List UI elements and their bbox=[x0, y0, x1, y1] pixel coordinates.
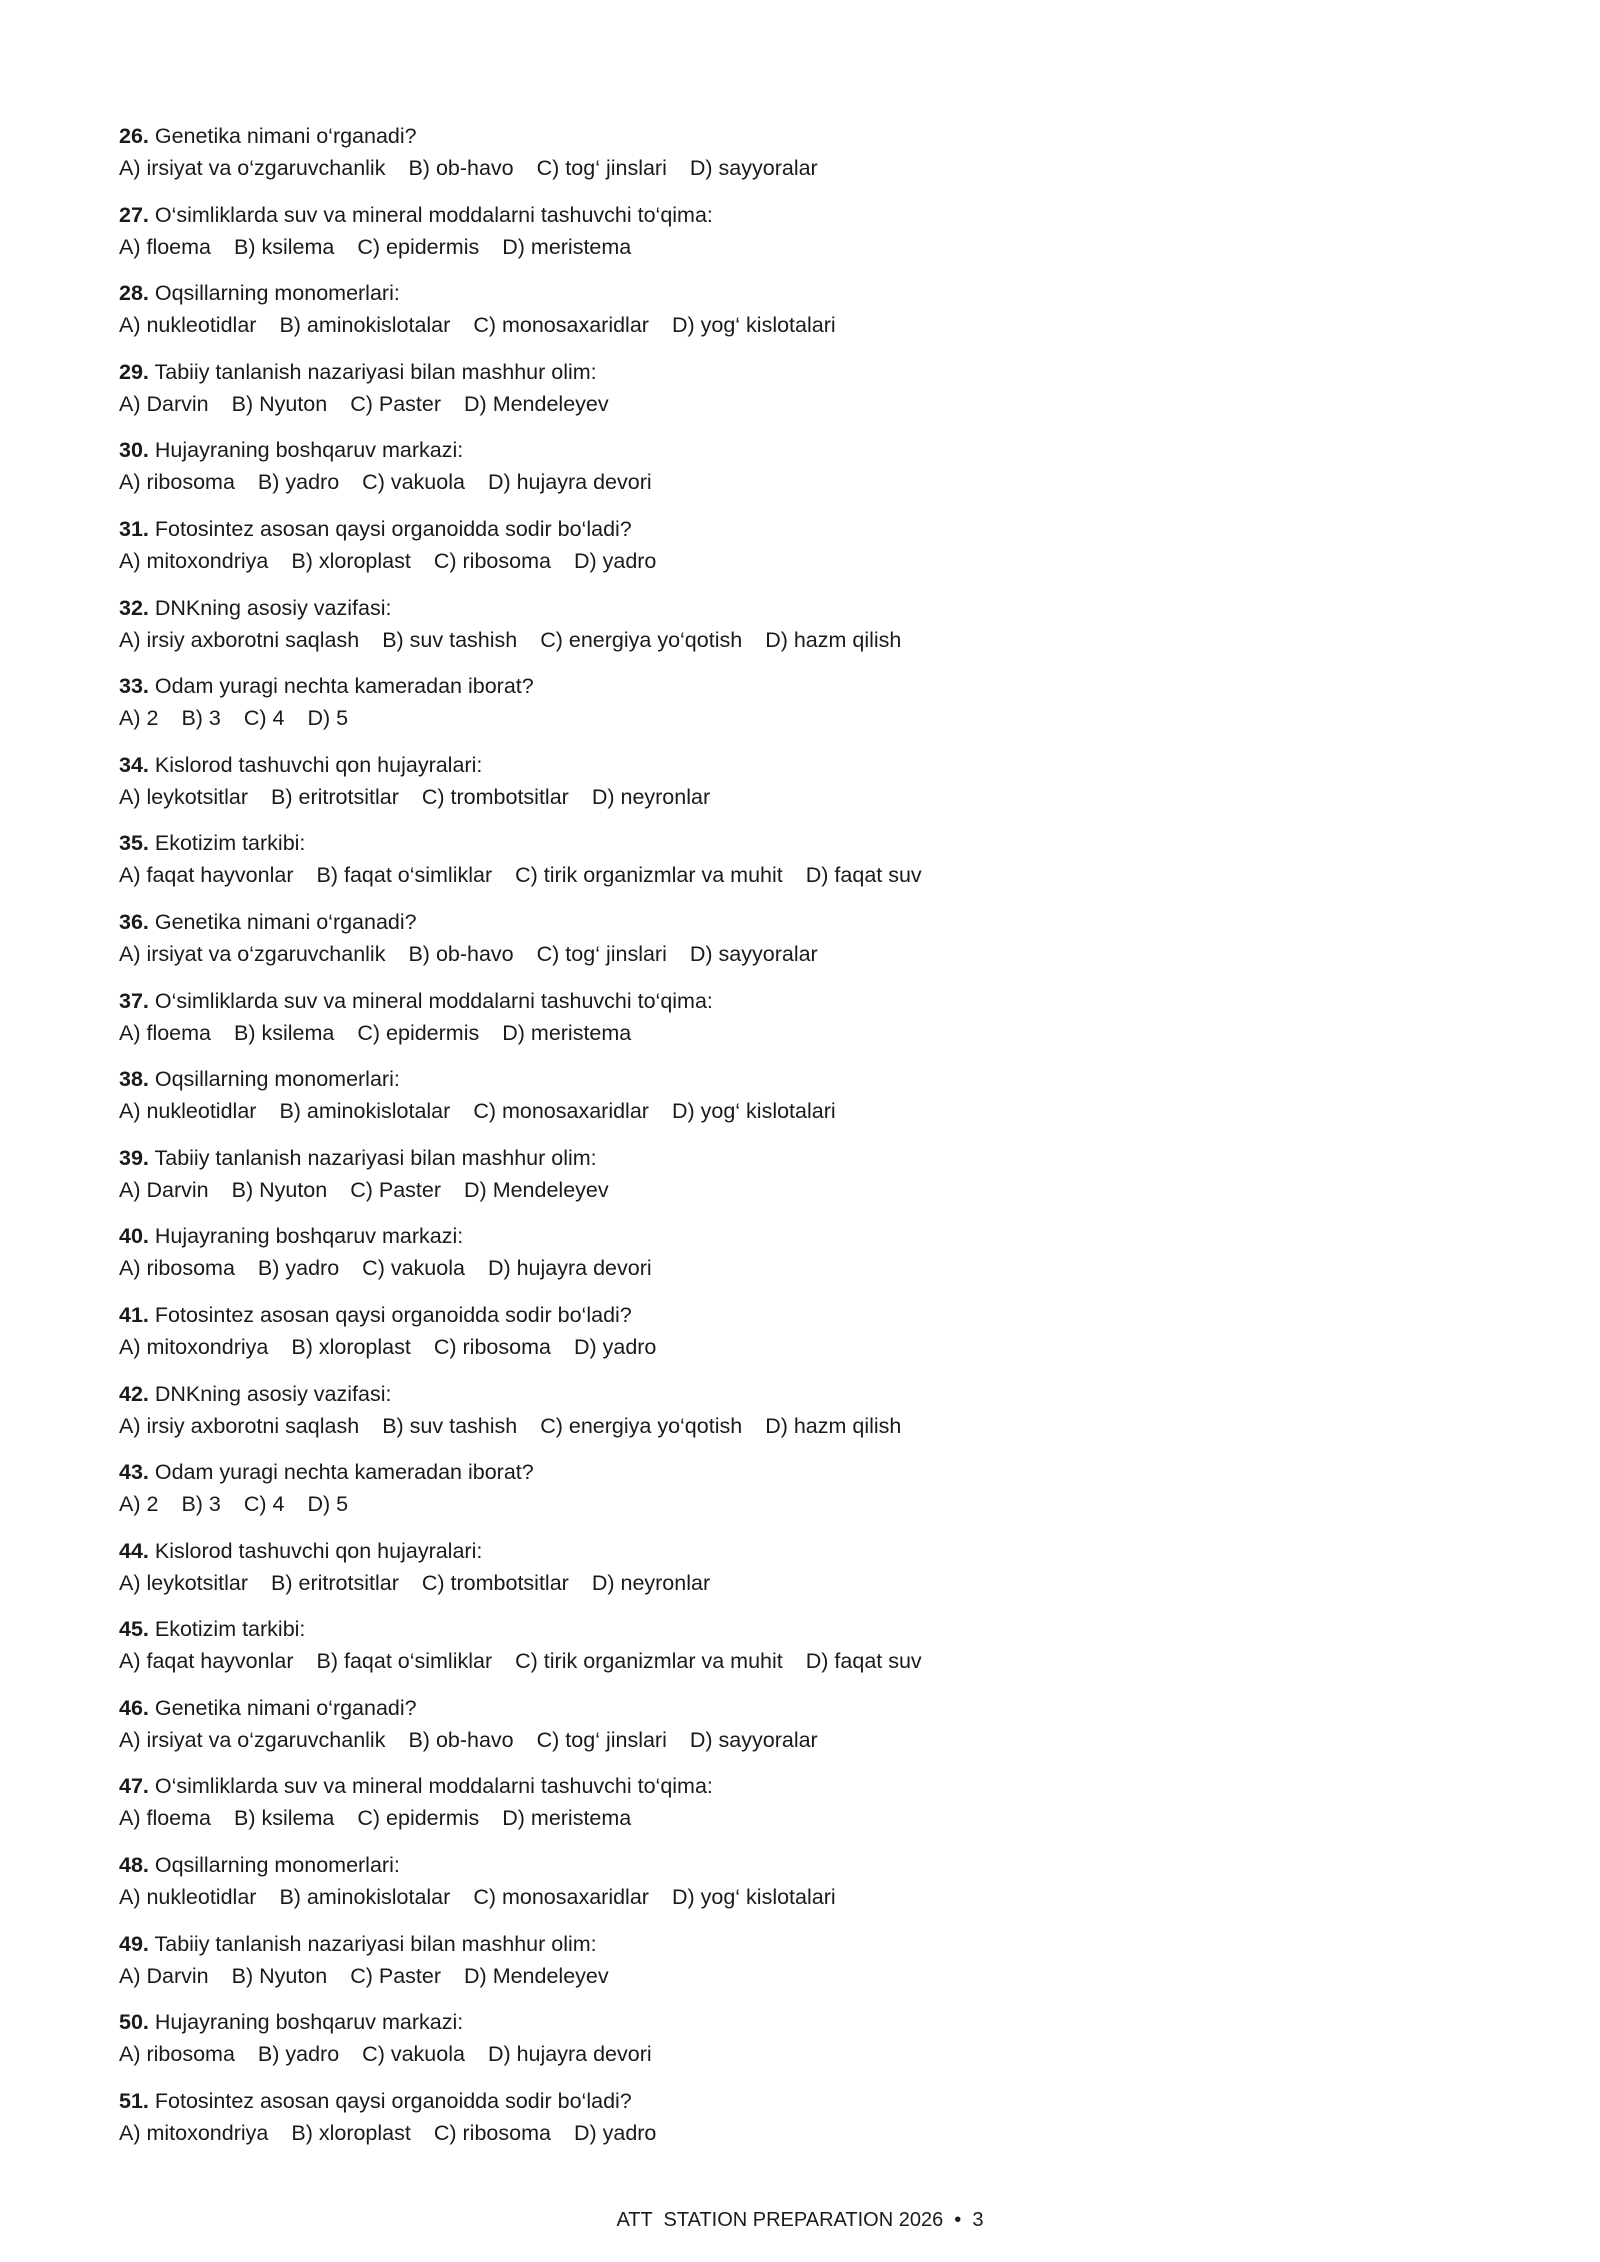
question-line bbox=[119, 1063, 1479, 1095]
answer-option: D) hazm qilish bbox=[765, 627, 902, 652]
answer-option: D) meristema bbox=[502, 1806, 632, 1831]
question-item bbox=[119, 1142, 1479, 1221]
answer-options bbox=[119, 152, 1479, 184]
question-line bbox=[119, 2006, 1479, 2038]
answer-option: D) 5 bbox=[307, 1492, 349, 1517]
question-line bbox=[119, 2085, 1479, 2117]
answer-option: A) faqat hayvonlar bbox=[119, 863, 294, 888]
answer-option: B) xloroplast bbox=[291, 2120, 411, 2145]
answer-option: B) 3 bbox=[181, 1492, 221, 1517]
answer-option: A) mitoxondriya bbox=[119, 1334, 269, 1359]
answer-option: A) floema bbox=[119, 1806, 212, 1831]
answer-option: C) tog‘ jinslari bbox=[536, 941, 667, 966]
answer-option: D) Mendeleyev bbox=[464, 391, 609, 416]
question-list bbox=[119, 120, 1479, 2163]
question-text: Fotosintez asosan qaysi organoidda sodir bo‘ladi? bbox=[154, 1302, 632, 1327]
answer-option: C) vakuola bbox=[362, 1256, 465, 1281]
question-text: Tabiiy tanlanish nazariyasi bilan mashhur olim: bbox=[154, 359, 597, 384]
answer-options bbox=[119, 309, 1479, 341]
question-text: Fotosintez asosan qaysi organoidda sodir bo‘ladi? bbox=[154, 516, 632, 541]
answer-option: B) suv tashish bbox=[382, 1413, 518, 1438]
question-line bbox=[119, 513, 1479, 545]
answer-option: D) sayyoralar bbox=[689, 156, 818, 180]
answer-options bbox=[119, 466, 1479, 498]
answer-option: B) xloroplast bbox=[291, 548, 411, 573]
question-number: 35. bbox=[119, 831, 149, 856]
answer-option: B) ksilema bbox=[234, 1020, 335, 1045]
answer-option: C) monosaxaridlar bbox=[473, 1885, 649, 1910]
question-item bbox=[119, 827, 1479, 906]
answer-options bbox=[119, 1881, 1479, 1913]
question-number: 30. bbox=[119, 438, 149, 463]
question-line bbox=[119, 670, 1479, 702]
answer-options bbox=[119, 1645, 1479, 1677]
answer-option: B) 3 bbox=[181, 706, 221, 731]
question-number: 31. bbox=[119, 516, 149, 541]
question-number: 33. bbox=[119, 674, 149, 699]
answer-option: A) Darvin bbox=[119, 1177, 209, 1202]
answer-option: D) hazm qilish bbox=[765, 1413, 902, 1438]
answer-option: D) Mendeleyev bbox=[464, 1963, 609, 1988]
answer-options bbox=[119, 1410, 1479, 1442]
answer-option: C) epidermis bbox=[357, 234, 480, 259]
answer-option: B) yadro bbox=[257, 1256, 340, 1281]
question-number: 49. bbox=[119, 1931, 149, 1956]
page-footer: ATT STATION PREPARATION 2026 • 3 bbox=[616, 2209, 984, 2231]
question-text: O‘simliklarda suv va mineral moddalarni tashuvchi to‘qima: bbox=[154, 1774, 713, 1799]
question-number: 43. bbox=[119, 1460, 149, 1485]
answer-option: C) Paster bbox=[350, 391, 442, 416]
question-line bbox=[119, 434, 1479, 466]
answer-option: C) energiya yo‘qotish bbox=[540, 1413, 743, 1438]
answer-options bbox=[119, 1488, 1479, 1520]
answer-option: B) aminokislotalar bbox=[279, 1099, 451, 1124]
answer-option: B) yadro bbox=[257, 470, 340, 495]
question-line bbox=[119, 906, 1479, 938]
answer-options bbox=[119, 1724, 1479, 1756]
question-line bbox=[119, 356, 1479, 388]
answer-option: C) Paster bbox=[350, 1963, 442, 1988]
answer-option: C) 4 bbox=[243, 1492, 285, 1517]
question-line bbox=[119, 1928, 1479, 1960]
question-item bbox=[119, 1849, 1479, 1928]
answer-option: C) ribosoma bbox=[433, 1334, 551, 1359]
question-text: O‘simliklarda suv va mineral moddalarni tashuvchi to‘qima: bbox=[154, 202, 713, 227]
question-item bbox=[119, 906, 1479, 985]
answer-option: A) mitoxondriya bbox=[119, 2120, 269, 2145]
answer-options bbox=[119, 1802, 1479, 1834]
answer-option: C) tirik organizmlar va muhit bbox=[515, 863, 783, 888]
answer-options bbox=[119, 231, 1479, 263]
answer-options bbox=[119, 624, 1479, 656]
question-line bbox=[119, 1613, 1479, 1645]
question-item bbox=[119, 1770, 1479, 1849]
question-number: 40. bbox=[119, 1224, 149, 1249]
answer-option: A) irsiy axborotni saqlash bbox=[119, 1413, 360, 1438]
answer-option: B) aminokislotalar bbox=[279, 1885, 451, 1910]
question-line bbox=[119, 1770, 1479, 1802]
answer-option: C) trombotsitlar bbox=[421, 1570, 569, 1595]
question-line bbox=[119, 277, 1479, 309]
answer-option: A) 2 bbox=[119, 706, 159, 731]
question-number: 38. bbox=[119, 1067, 149, 1092]
answer-options bbox=[119, 1567, 1479, 1599]
question-line bbox=[119, 1456, 1479, 1488]
answer-options bbox=[119, 1174, 1479, 1206]
answer-options bbox=[119, 702, 1479, 734]
answer-option: D) meristema bbox=[502, 234, 632, 259]
question-item bbox=[119, 434, 1479, 513]
question-item bbox=[119, 277, 1479, 356]
question-text: Ekotizim tarkibi: bbox=[154, 831, 306, 856]
question-number: 46. bbox=[119, 1695, 149, 1720]
question-line bbox=[119, 592, 1479, 624]
answer-option: A) leykotsitlar bbox=[119, 1570, 249, 1595]
question-item bbox=[119, 356, 1479, 435]
question-line bbox=[119, 749, 1479, 781]
answer-option: D) yadro bbox=[573, 548, 657, 573]
answer-option: D) yadro bbox=[573, 1334, 657, 1359]
question-text: Tabiiy tanlanish nazariyasi bilan mashhur olim: bbox=[154, 1145, 597, 1170]
answer-option: C) epidermis bbox=[357, 1020, 480, 1045]
answer-options bbox=[119, 2117, 1479, 2149]
answer-option: A) floema bbox=[119, 1020, 212, 1045]
question-item bbox=[119, 592, 1479, 671]
question-text: Genetika nimani o‘rganadi? bbox=[154, 1695, 417, 1720]
question-text: O‘simliklarda suv va mineral moddalarni tashuvchi to‘qima: bbox=[154, 988, 713, 1013]
answer-option: D) Mendeleyev bbox=[464, 1177, 609, 1202]
question-number: 41. bbox=[119, 1302, 149, 1327]
answer-option: A) Darvin bbox=[119, 1963, 209, 1988]
answer-option: D) yog‘ kislotalari bbox=[671, 313, 836, 338]
answer-option: C) epidermis bbox=[357, 1806, 480, 1831]
answer-option: A) irsiyat va o‘zgaruvchanlik bbox=[119, 941, 386, 966]
answer-option: B) faqat o‘simliklar bbox=[316, 863, 493, 888]
answer-options bbox=[119, 1252, 1479, 1284]
question-number: 45. bbox=[119, 1617, 149, 1642]
answer-option: B) ob-havo bbox=[408, 156, 514, 180]
answer-option: A) leykotsitlar bbox=[119, 784, 249, 809]
answer-option: A) ribosoma bbox=[119, 2042, 235, 2067]
answer-option: D) faqat suv bbox=[805, 1649, 922, 1674]
answer-option: D) sayyoralar bbox=[689, 941, 818, 966]
answer-option: D) yog‘ kislotalari bbox=[671, 1885, 836, 1910]
answer-option: D) hujayra devori bbox=[487, 1256, 652, 1281]
answer-option: D) meristema bbox=[502, 1020, 632, 1045]
answer-option: B) faqat o‘simliklar bbox=[316, 1649, 493, 1674]
question-number: 27. bbox=[119, 202, 149, 227]
answer-option: C) Paster bbox=[350, 1177, 442, 1202]
answer-option: C) ribosoma bbox=[433, 2120, 551, 2145]
answer-option: C) energiya yo‘qotish bbox=[540, 627, 743, 652]
question-item bbox=[119, 1692, 1479, 1771]
answer-option: D) neyronlar bbox=[591, 784, 711, 809]
question-text: DNKning asosiy vazifasi: bbox=[154, 1381, 392, 1406]
question-text: Kislorod tashuvchi qon hujayralari: bbox=[154, 752, 483, 777]
question-number: 36. bbox=[119, 909, 149, 934]
question-line bbox=[119, 1692, 1479, 1724]
question-text: Odam yuragi nechta kameradan iborat? bbox=[154, 1460, 534, 1485]
answer-option: C) vakuola bbox=[362, 470, 465, 495]
question-item bbox=[119, 2006, 1479, 2085]
answer-option: B) ob-havo bbox=[408, 941, 514, 966]
answer-option: B) xloroplast bbox=[291, 1334, 411, 1359]
question-line bbox=[119, 1535, 1479, 1567]
answer-option: D) hujayra devori bbox=[487, 2042, 652, 2067]
answer-option: D) yog‘ kislotalari bbox=[671, 1099, 836, 1124]
answer-option: B) aminokislotalar bbox=[279, 313, 451, 338]
answer-option: C) monosaxaridlar bbox=[473, 1099, 649, 1124]
question-item bbox=[119, 670, 1479, 749]
question-line bbox=[119, 199, 1479, 231]
answer-option: A) ribosoma bbox=[119, 470, 235, 495]
question-item bbox=[119, 513, 1479, 592]
question-item bbox=[119, 749, 1479, 828]
question-text: Oqsillarning monomerlari: bbox=[154, 1067, 400, 1092]
answer-option: A) nukleotidlar bbox=[119, 313, 257, 338]
answer-options bbox=[119, 1331, 1479, 1363]
answer-options bbox=[119, 938, 1479, 970]
question-number: 47. bbox=[119, 1774, 149, 1799]
answer-option: C) tog‘ jinslari bbox=[536, 1727, 667, 1752]
question-number: 37. bbox=[119, 988, 149, 1013]
question-text: Hujayraning boshqaruv markazi: bbox=[154, 1224, 464, 1249]
question-text: Ekotizim tarkibi: bbox=[154, 1617, 306, 1642]
question-number: 48. bbox=[119, 1853, 149, 1878]
question-item bbox=[119, 1456, 1479, 1535]
answer-options bbox=[119, 1960, 1479, 1992]
answer-option: B) ksilema bbox=[234, 1806, 335, 1831]
question-number: 32. bbox=[119, 595, 149, 620]
answer-option: A) nukleotidlar bbox=[119, 1099, 257, 1124]
question-number: 51. bbox=[119, 2088, 149, 2113]
answer-option: D) yadro bbox=[573, 2120, 657, 2145]
question-text: Hujayraning boshqaruv markazi: bbox=[154, 2010, 464, 2035]
question-text: Odam yuragi nechta kameradan iborat? bbox=[154, 674, 534, 699]
question-number: 44. bbox=[119, 1538, 149, 1563]
answer-option: A) Darvin bbox=[119, 391, 209, 416]
question-line bbox=[119, 985, 1479, 1017]
question-line bbox=[119, 1220, 1479, 1252]
answer-option: B) ob-havo bbox=[408, 1727, 514, 1752]
question-line bbox=[119, 1299, 1479, 1331]
answer-option: C) ribosoma bbox=[433, 548, 551, 573]
answer-option: D) 5 bbox=[307, 706, 349, 731]
question-text: Hujayraning boshqaruv markazi: bbox=[154, 438, 464, 463]
answer-option: A) irsiyat va o‘zgaruvchanlik bbox=[119, 1727, 386, 1752]
answer-option: C) 4 bbox=[243, 706, 285, 731]
answer-option: C) vakuola bbox=[362, 2042, 465, 2067]
answer-option: B) Nyuton bbox=[231, 391, 328, 416]
question-number: 26. bbox=[119, 124, 149, 148]
answer-option: A) nukleotidlar bbox=[119, 1885, 257, 1910]
question-item bbox=[119, 1063, 1479, 1142]
answer-option: D) hujayra devori bbox=[487, 470, 652, 495]
question-line bbox=[119, 1378, 1479, 1410]
answer-option: C) monosaxaridlar bbox=[473, 313, 649, 338]
question-item bbox=[119, 120, 1479, 199]
question-text: Oqsillarning monomerlari: bbox=[154, 281, 400, 306]
answer-option: A) floema bbox=[119, 234, 212, 259]
answer-option: A) irsiyat va o‘zgaruvchanlik bbox=[119, 156, 386, 180]
question-item bbox=[119, 1535, 1479, 1614]
answer-option: B) eritrotsitlar bbox=[271, 1570, 399, 1595]
answer-option: D) sayyoralar bbox=[689, 1727, 818, 1752]
question-text: Genetika nimani o‘rganadi? bbox=[154, 124, 417, 148]
answer-options bbox=[119, 545, 1479, 577]
question-item bbox=[119, 2085, 1479, 2164]
question-text: Tabiiy tanlanish nazariyasi bilan mashhur olim: bbox=[154, 1931, 597, 1956]
question-item bbox=[119, 985, 1479, 1064]
question-line bbox=[119, 1142, 1479, 1174]
answer-option: C) trombotsitlar bbox=[421, 784, 569, 809]
question-text: Kislorod tashuvchi qon hujayralari: bbox=[154, 1538, 483, 1563]
answer-options bbox=[119, 1095, 1479, 1127]
answer-option: B) eritrotsitlar bbox=[271, 784, 399, 809]
answer-option: D) faqat suv bbox=[805, 863, 922, 888]
answer-options bbox=[119, 1017, 1479, 1049]
question-number: 50. bbox=[119, 2010, 149, 2035]
question-item bbox=[119, 1299, 1479, 1378]
answer-option: A) faqat hayvonlar bbox=[119, 1649, 294, 1674]
answer-option: B) ksilema bbox=[234, 234, 335, 259]
answer-options bbox=[119, 859, 1479, 891]
answer-option: B) yadro bbox=[257, 2042, 340, 2067]
answer-option: A) irsiy axborotni saqlash bbox=[119, 627, 360, 652]
question-line bbox=[119, 120, 1479, 152]
question-text: DNKning asosiy vazifasi: bbox=[154, 595, 392, 620]
question-text: Oqsillarning monomerlari: bbox=[154, 1853, 400, 1878]
question-item bbox=[119, 1928, 1479, 2007]
answer-option: B) Nyuton bbox=[231, 1963, 328, 1988]
question-number: 42. bbox=[119, 1381, 149, 1406]
answer-option: C) tirik organizmlar va muhit bbox=[515, 1649, 783, 1674]
answer-options bbox=[119, 2038, 1479, 2070]
question-item bbox=[119, 1220, 1479, 1299]
answer-option: A) 2 bbox=[119, 1492, 159, 1517]
answer-option: D) neyronlar bbox=[591, 1570, 711, 1595]
question-number: 34. bbox=[119, 752, 149, 777]
question-number: 29. bbox=[119, 359, 149, 384]
question-text: Fotosintez asosan qaysi organoidda sodir bo‘ladi? bbox=[154, 2088, 632, 2113]
question-number: 28. bbox=[119, 281, 149, 306]
question-text: Genetika nimani o‘rganadi? bbox=[154, 909, 417, 934]
answer-option: B) suv tashish bbox=[382, 627, 518, 652]
question-item bbox=[119, 1378, 1479, 1457]
answer-option: A) ribosoma bbox=[119, 1256, 235, 1281]
answer-options bbox=[119, 388, 1479, 420]
question-number: 39. bbox=[119, 1145, 149, 1170]
answer-options bbox=[119, 781, 1479, 813]
answer-option: C) tog‘ jinslari bbox=[536, 156, 667, 180]
answer-option: A) mitoxondriya bbox=[119, 548, 269, 573]
question-item bbox=[119, 1613, 1479, 1692]
question-item bbox=[119, 199, 1479, 278]
question-line bbox=[119, 827, 1479, 859]
question-line bbox=[119, 1849, 1479, 1881]
answer-option: B) Nyuton bbox=[231, 1177, 328, 1202]
